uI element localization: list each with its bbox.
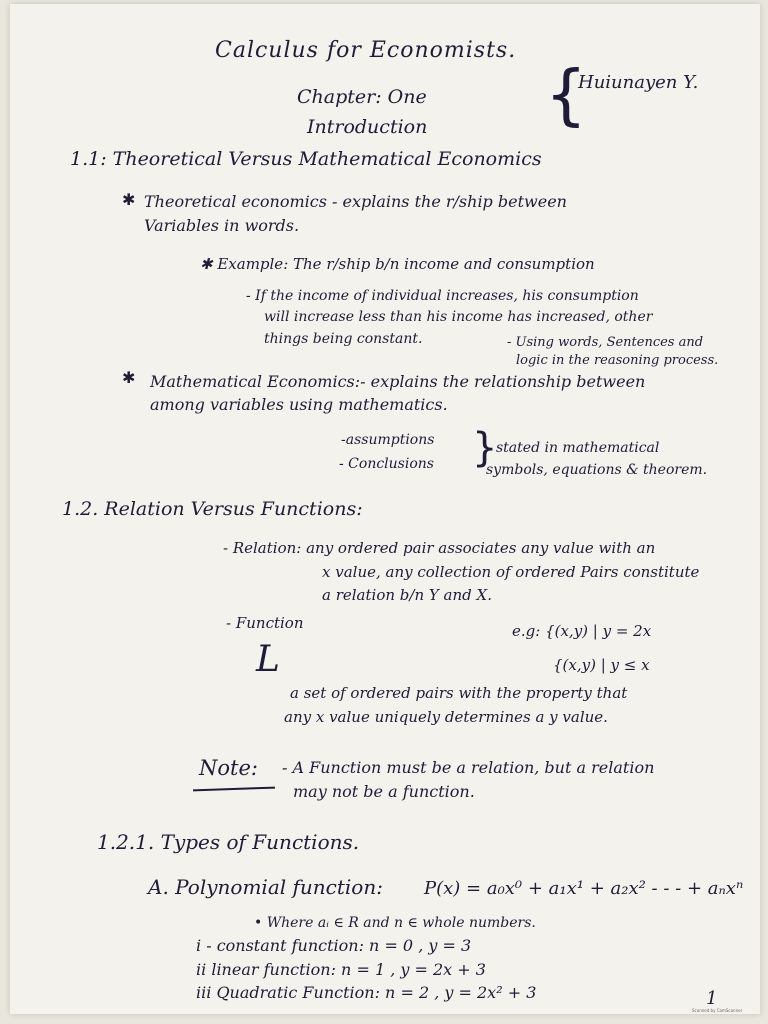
side-note-1: - Using words, Sentences and [507, 335, 704, 350]
stated-line-1: stated in mathematical [496, 440, 660, 456]
function-label: - Function [226, 614, 304, 632]
doc-title: Calculus for Economists. [215, 38, 517, 63]
page-number: 1 [706, 988, 718, 1009]
closing-brace: } [472, 425, 498, 471]
conclusions-label: - Conclusions [339, 456, 434, 472]
relation-line-1: - Relation: any ordered pair associates any value with an [223, 539, 656, 557]
author-name: Huiunayen Y. [578, 72, 699, 93]
theoretical-line-2: Variables in words. [144, 216, 300, 235]
mathematical-line-2: among variables using mathematics. [150, 395, 448, 414]
polynomial-formula: P(x) = a₀x⁰ + a₁x¹ + a₂x² - - - + aₙxⁿ [424, 878, 744, 899]
example-set-2: {(x,y) | y ≤ x [553, 656, 650, 674]
note-line-1: - A Function must be a relation, but a relation [282, 758, 655, 777]
constant-function: i - constant function: n = 0 , y = 3 [196, 936, 472, 955]
notebook-page [10, 4, 760, 1014]
mathematical-line-1: Mathematical Economics:- explains the relationship between [150, 372, 646, 391]
function-definition-2: any x value uniquely determines a y value. [284, 708, 608, 726]
side-note-2: logic in the reasoning process. [516, 353, 719, 368]
scanner-watermark: Scanned by CamScanner [692, 1008, 743, 1013]
example-detail-1: - If the income of individual increases, his consumption [246, 288, 639, 304]
section-1-2-1-heading: 1.2.1. Types of Functions. [97, 830, 360, 854]
example-line: ✱ Example: The r/ship b/n income and consumption [200, 255, 595, 273]
section-1-1-heading: 1.1: Theoretical Versus Mathematical Economics [70, 148, 542, 170]
stated-line-2: symbols, equations & theorem. [486, 462, 708, 478]
assumptions-label: -assumptions [341, 432, 435, 448]
relation-line-3: a relation b/n Y and X. [322, 586, 492, 604]
example-detail-2: will increase less than his income has increased, other [264, 309, 653, 325]
function-definition-1: a set of ordered pairs with the property that [290, 684, 628, 702]
quadratic-function: iii Quadratic Function: n = 2 , y = 2x² + 3 [196, 983, 537, 1002]
bullet-icon: ✱ [122, 190, 136, 209]
example-set-1: e.g: {(x,y) | y = 2x [512, 622, 652, 640]
bullet-icon: ✱ [122, 368, 136, 387]
arrow-icon: L [256, 639, 280, 680]
author-brace: { [545, 56, 587, 133]
section-1-2-heading: 1.2. Relation Versus Functions: [62, 498, 363, 520]
relation-line-2: x value, any collection of ordered Pairs constitute [322, 563, 700, 581]
example-detail-3: things being constant. [264, 331, 423, 347]
note-line-2: may not be a function. [293, 782, 475, 801]
note-underline [193, 787, 275, 792]
polynomial-label: A. Polynomial function: [148, 875, 383, 899]
linear-function: ii linear function: n = 1 , y = 2x + 3 [196, 960, 486, 979]
theoretical-line-1: Theoretical economics - explains the r/ship between [144, 192, 567, 211]
chapter-subtitle: Introduction [307, 116, 428, 138]
chapter-label: Chapter: One [297, 86, 427, 108]
note-label: Note: [199, 756, 258, 780]
where-clause: • Where aᵢ ∈ R and n ∈ whole numbers. [254, 915, 536, 931]
